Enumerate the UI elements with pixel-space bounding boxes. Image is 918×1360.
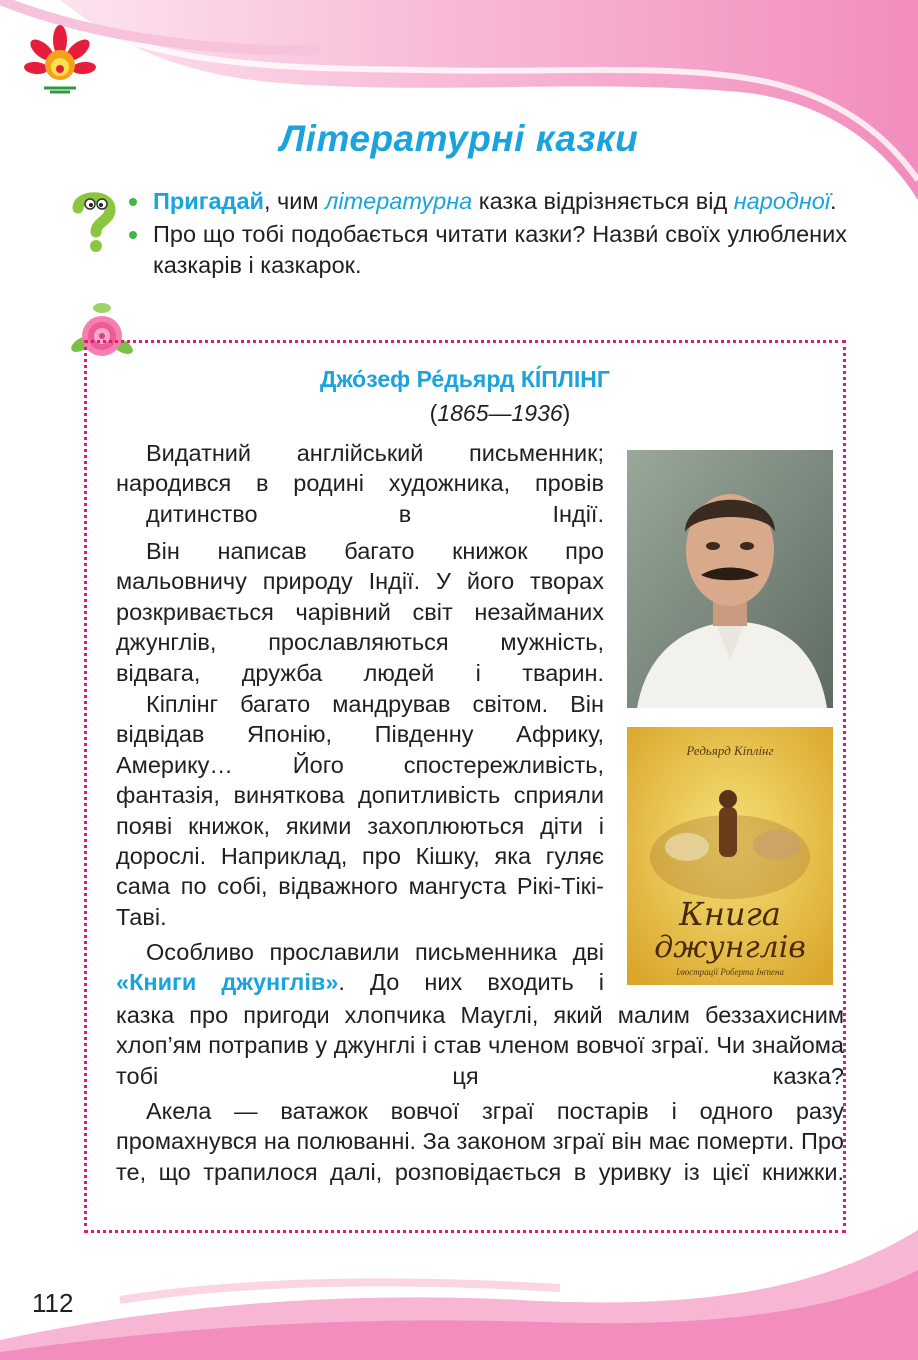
paragraph-text: відважного мангуста Рікі-Тікі-Таві. [116,873,605,930]
paragraph-4-continued [116,1000,844,1091]
flower-ornament-icon [20,20,100,100]
task-list [127,186,847,281]
book-cover-image [627,727,833,985]
paragraph-text: Акела — ватажок вовчої зграї постарів і одного разу промахнувся на полюванні. За законом зграї він має померти. Про те, що трапилося далі, розповідається в уривку із цієї [116,1098,844,1185]
paragraph-1 [116,438,604,529]
task-item: Про що тобі подобається читати казки? Назви́ своїх улюблених казкарів і казкарок. [127,219,847,281]
paragraph-text: Він написав багато книжок про мальовничу природу Індії. У його творах розкривається чарівний світ незайманих джунглів, прославляються мужність, відвага, дружба людей і [116,538,604,686]
years-bracket: ) [562,400,571,426]
paragraph-text: . До них входить і [338,969,604,996]
paragraph-text: Особливо прославили письменника дві [146,939,604,965]
task-item [127,186,847,217]
book-cover-caption: Ілюстрації Роберта Інґпена [676,967,784,977]
task-text: казка відрізняється від [472,188,734,214]
task-term: літературна [325,188,473,214]
paragraph-text: тварин. [522,659,605,686]
page-title: Літературні казки [279,118,639,159]
book-cover-author: Редьярд Кіплінг [686,743,774,758]
book-cover-title-line2: джунглів [654,930,806,965]
book-cover-title-line1: Книга [679,895,781,933]
paragraph-4 [116,937,604,998]
paragraph-5 [116,1096,844,1187]
question-mark-icon [68,190,120,254]
task-term: народної [733,188,831,214]
paragraph-2 [116,536,604,688]
author-portrait [627,450,833,708]
task-text: , чим [263,188,326,214]
book-title-link: «Книги джунглів» [116,969,339,996]
page-number: 112 [32,1288,74,1318]
author-name: Джо́зеф Ре́дьярд КІ́ПЛІНГ [320,366,610,392]
paragraph-text: дитинство в Індії. [146,500,604,527]
task-text: . [830,188,837,214]
years-value: 1865—1936 [437,400,563,426]
paragraph-text: Кіплінг багато мандрував світом. Він відвідав Японію, Південну Африку, Америку… Його спостережливість, фантазія, виняткова допитливість сприяли появі книжок, якими захоплюються діти і дорослі. Наприклад, про Кішку, яка гуляє сама по собі, [116,691,604,900]
paragraph-text: казка про пригоди хлопчика Мауглі, який малим беззахисним хлоп’ям потрапив у джунглі і став членом вовчої зграї. [116,1002,844,1059]
author-years [300,400,700,427]
years-bracket: ( [429,400,438,426]
paragraph-text: Видатний англійський письменник; народився в родині художника, провів [116,440,604,497]
paragraph-text: книжки. [761,1158,844,1185]
task-keyword: Пригадай [153,188,264,214]
paragraph-3 [116,689,604,932]
paragraph-text: Чи знайома тобі ця казка? [116,1032,844,1089]
header-wave [0,0,918,200]
footer-wave [0,1230,918,1360]
